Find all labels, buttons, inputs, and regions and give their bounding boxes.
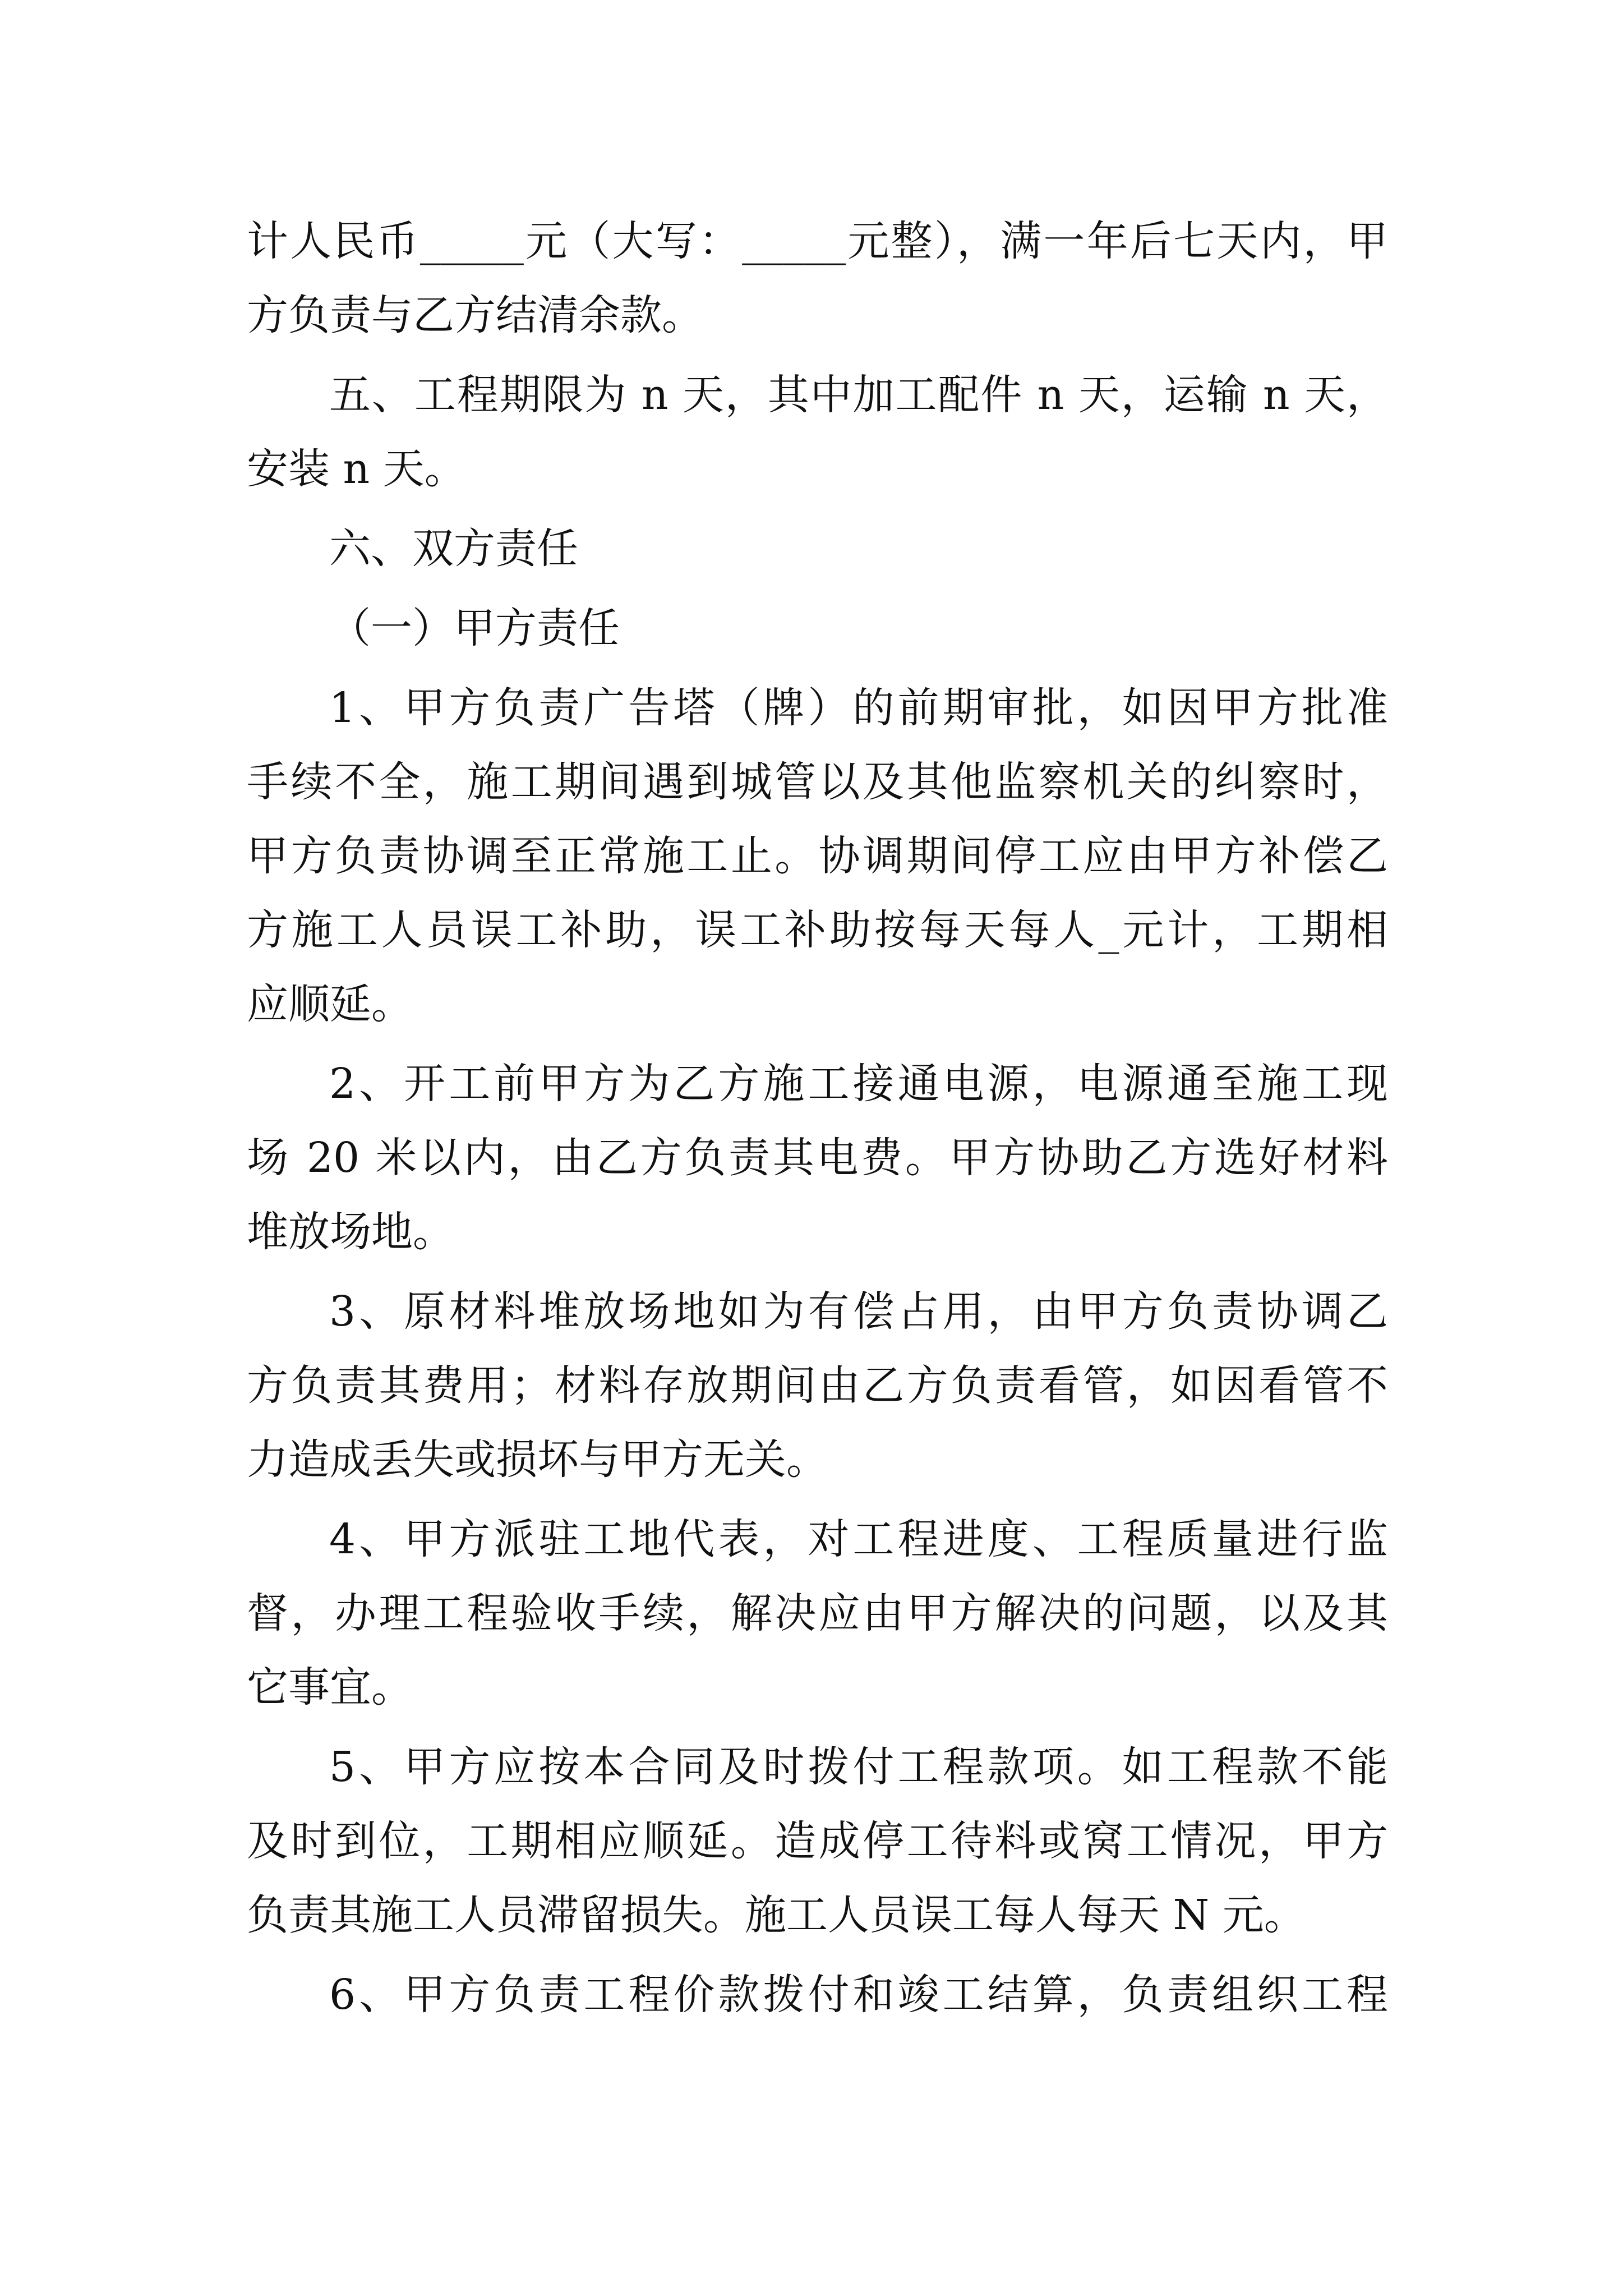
text-line-22: 及时到位，工期相应顺延。造成停工待料或窝工情况，甲方	[247, 1817, 1388, 1865]
text-line-21: 5、甲方应按本合同及时拨付工程款项。如工程款不能	[329, 1743, 1388, 1791]
text-line-2: 方负责与乙方结清余款。	[247, 291, 703, 339]
text-line-3: 五、工程期限为 n 天，其中加工配件 n 天，运输 n 天，	[329, 371, 1388, 419]
text-line-10: 方施工人员误工补助，误工补助按每天每人_元计，工期相	[247, 906, 1388, 954]
text-line-15: 3、原材料堆放场地如为有偿占用，由甲方负责协调乙	[329, 1287, 1388, 1336]
text-line-8: 手续不全，施工期间遇到城管以及其他监察机关的纠察时，	[247, 758, 1388, 806]
text-line-7: 1、甲方负责广告塔（牌）的前期审批，如因甲方批准	[329, 684, 1388, 732]
text-line-24: 6、甲方负责工程价款拨付和竣工结算，负责组织工程	[329, 1971, 1388, 2019]
text-line-19: 督，办理工程验收手续，解决应由甲方解决的问题，以及其	[247, 1589, 1388, 1637]
text-line-18: 4、甲方派驻工地代表，对工程进度、工程质量进行监	[329, 1515, 1388, 1563]
text-line-23: 负责其施工人员滞留损失。施工人员误工每人每天 N 元。	[247, 1891, 1306, 1939]
text-line-4: 安装 n 天。	[247, 445, 466, 493]
text-line-17: 力造成丢失或损坏与甲方无关。	[247, 1435, 828, 1484]
text-line-1: 计人民币_____元（大写：_____元整），满一年后七天内，甲	[247, 217, 1388, 265]
text-line-6: （一）甲方责任	[329, 604, 620, 652]
text-line-16: 方负责其费用；材料存放期间由乙方负责看管，如因看管不	[247, 1361, 1388, 1410]
text-line-9: 甲方负责协调至正常施工止。协调期间停工应由甲方补偿乙	[247, 832, 1388, 880]
text-line-20: 它事宜。	[247, 1663, 413, 1711]
text-line-13: 场 20 米以内，由乙方负责其电费。甲方协助乙方选好材料	[247, 1134, 1388, 1182]
text-line-14: 堆放场地。	[247, 1208, 454, 1256]
text-line-11: 应顺延。	[247, 980, 413, 1028]
text-line-5: 六、双方责任	[329, 524, 578, 573]
text-line-12: 2、开工前甲方为乙方施工接通电源，电源通至施工现	[329, 1060, 1388, 1108]
